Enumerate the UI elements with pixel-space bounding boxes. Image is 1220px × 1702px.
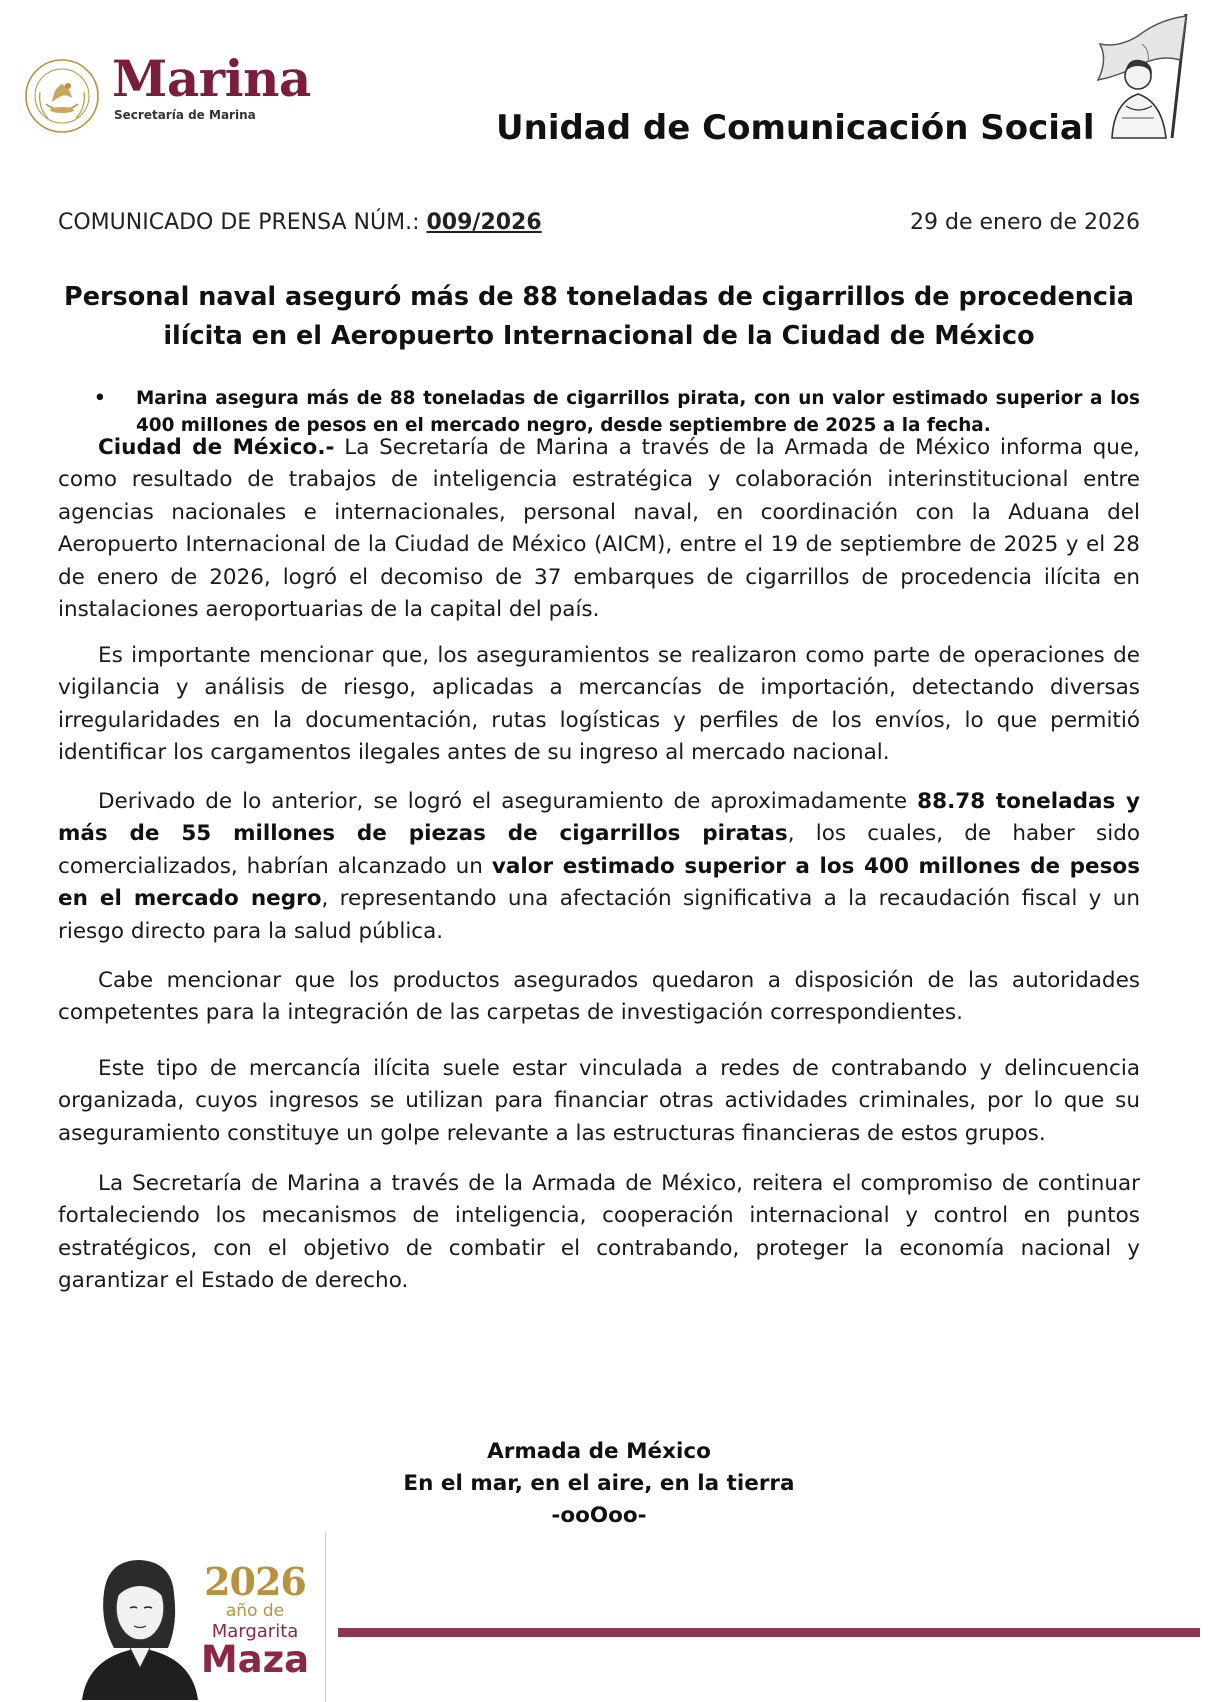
paragraph-4-text: Cabe mencionar que los productos asegurados quedaron a disposición de las autoridades competentes para la integración de las carpetas de investigación correspondientes. [58,968,1140,1026]
paragraph-1 [58,432,1140,626]
paragraph-5-text: Este tipo de mercancía ilícita suele estar vinculada a redes de contrabando y delincuencia organizada, cuyos ingresos se utilizan para financiar otras actividades criminales, por lo que su aseguramiento constituye un golpe relevante a las estructuras financieras de estos grupos. [58,1056,1140,1146]
release-label: COMUNICADO DE PRENSA NÚM.: [58,210,420,235]
logo-title: Marina [112,49,311,108]
footer-divider [325,1532,326,1702]
paragraph-1-text: La Secretaría de Marina a través de la Armada de México informa que, como resultado de trabajos de inteligencia estratégica y colaboración interinstitucional entre agencias nacionales e internacionales, personal naval, en coordinación con la Aduana del Aeropuerto Internacional de la Ciudad de México (AICM), entre el 19 de septiembre de 2025 y el 28 de enero de 2026, logró el decomiso de 37 embarques de cigarrillos de procedencia ilícita en instalaciones aeroportuarias de la capital del país. [58,435,1140,623]
paragraph-2-text: Es importante mencionar que, los aseguramientos se realizaron como parte de operaciones de vigilancia y análisis de riesgo, aplicadas a mercancías de importación, detectando diversas irregularidades en la documentación, rutas logísticas y perfiles de los envíos, lo que permitió identificar los cargamentos ilegales antes de su ingreso al mercado nacional. [58,643,1140,766]
footer-bar [338,1628,1200,1637]
paragraph-6-text: La Secretaría de Marina a través de la Armada de México, reitera el compromiso de continuar fortaleciendo los mecanismos de inteligencia, cooperación internacional y control en puntos estratégicos, con el objetivo de combatir el contrabando, proteger la economía nacional y garantizar el Estado de derecho. [58,1171,1140,1294]
paragraph-5 [58,1053,1140,1150]
marina-logo [112,49,311,122]
paragraph-3-text-e: , representando una afectación significativa a la recaudación fiscal y un riesgo directo para la salud pública. [58,886,1140,944]
release-date: 29 de enero de 2026 [910,210,1140,235]
closing-motto: En el mar, en el aire, en la tierra [403,1471,795,1496]
release-meta [58,210,1140,235]
footer-name-first: Margarita [211,1621,299,1642]
bullet-dot-icon: • [94,388,106,409]
logo-subtitle: Secretaría de Marina [114,108,256,122]
unit-title: Unidad de Comunicación Social [496,108,1095,148]
release-number: 009/2026 [426,210,542,235]
dateline: Ciudad de México.- [98,435,335,460]
paragraph-3-bold-a: 88.78 toneladas y más de 55 millones de piezas de cigarrillos piratas [58,789,1140,847]
paragraph-3-bold-d: valor estimado superior a los 400 millones de pesos en el mercado negro [58,853,1140,912]
paragraph-6 [58,1168,1140,1298]
summary-bullet [94,385,1140,439]
paragraph-3-text-c: , los cuales, de haber sido comercializados, habrían alcanzado un [58,821,1141,879]
footer-year: 2026 [204,1559,306,1604]
document-header [0,0,1220,160]
national-seal-icon [24,58,100,134]
bullet-text: Marina asegura más de 88 toneladas de cigarrillos pirata, con un valor estimado superior a los 400 millones de pesos en el mercado negro, desde septiembre de 2025 a la fecha. [136,388,1140,436]
footer-anio-de: año de [225,1601,285,1621]
headline-line-1: Personal naval aseguró más de 88 toneladas de cigarrillos de procedencia [64,282,1134,312]
closing-line-1: Armada de México [487,1439,711,1464]
closing-block [58,1436,1140,1532]
paragraph-3 [58,786,1140,948]
paragraph-2 [58,640,1140,770]
paragraph-4 [58,965,1140,1030]
headline-line-2: ilícita en el Aeropuerto Internacional de la Ciudad de México [163,321,1035,351]
heroine-flag-illustration-icon [1068,10,1198,140]
paragraph-3-text-a: Derivado de lo anterior, se logró el aseguramiento de aproximadamente [98,789,918,814]
footer-name-last: Maza [200,1638,310,1681]
closing-separator: -ooOoo- [551,1503,647,1528]
margarita-maza-portrait-icon [74,1552,202,1700]
headline [58,278,1140,356]
